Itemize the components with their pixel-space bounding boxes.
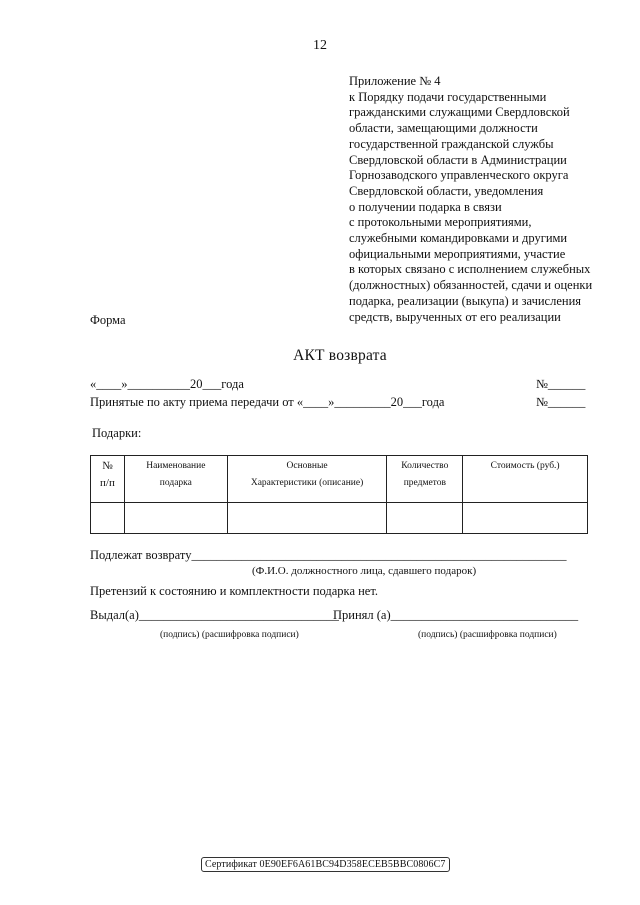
gifts-table [90,455,588,534]
document-title: АКТ возврата [293,347,387,364]
appendix-line: Приложение № 4 [349,74,441,88]
act-number-field: №______ [536,395,586,409]
appendix-line: гражданскими служащими Свердловской [349,105,570,120]
appendix-line: о получении подарка в связи [349,199,502,214]
table-row [91,503,588,534]
header-cell-characteristics: Основные Характеристики (описание) [227,456,387,503]
header-cell-quantity: Количество предметов [387,456,463,503]
form-label: Форма [90,313,126,327]
appendix-line: к Порядку подачи государственными [349,89,547,104]
table-cell [124,503,227,534]
appendix-line: с протокольными мероприятиями, [349,215,532,230]
page-number: 12 [313,38,327,53]
received-by-line: Принял (а)______________________________ [333,608,579,622]
fio-caption: (Ф.И.О. должностного лица, сдавшего подарок) [252,565,477,577]
header-cell-name: Наименование подарка [124,456,227,503]
appendix-block [349,74,619,325]
appendix-line: (должностных) обязанностей, сдачи и оценки [349,278,593,293]
table-cell [387,503,463,534]
table-cell [463,503,588,534]
appendix-line: подарка, реализации (выкупа) и зачисления [349,293,582,308]
gifts-label: Подарки: [92,426,142,440]
appendix-line: средств, вырученных от его реализации [349,309,561,324]
accepted-by-act-line: Принятые по акту приема передачи от «____»_________20___года [90,395,445,409]
certificate-stamp: Сертификат 0E90EF6A61BC94D358ECEB5BBC0806C7 [201,857,450,872]
appendix-line: Свердловской области в Администрации [349,152,567,167]
table-header-row [91,456,588,503]
signature-caption-received: (подпись) (расшифровка подписи) [418,630,557,640]
appendix-line: официальными мероприятиями, участие [349,246,566,261]
issued-by-line: Выдал(а)________________________________ [90,608,339,622]
header-cell-number: № п/п [91,456,125,503]
appendix-line: государственной гражданской службы [349,136,554,151]
table-cell [91,503,125,534]
no-claims-statement: Претензий к состоянию и комплектности подарка нет. [90,584,379,598]
appendix-line: служебными командировками и другими [349,231,568,246]
appendix-line: области, замещающими должности [349,121,538,136]
table-cell [227,503,387,534]
appendix-line: в которых связано с исполнением служебных [349,262,591,277]
appendix-line: Свердловской области, уведомления [349,183,544,198]
header-cell-cost: Стоимость (руб.) [463,456,588,503]
document-number-field: №______ [536,377,586,391]
return-line: Подлежат возврату____________________________________________________________ [90,548,567,562]
appendix-line: Горнозаводского управленческого округа [349,168,569,183]
date-line: «____»__________20___года [90,377,244,391]
signature-caption-issued: (подпись) (расшифровка подписи) [160,630,299,640]
